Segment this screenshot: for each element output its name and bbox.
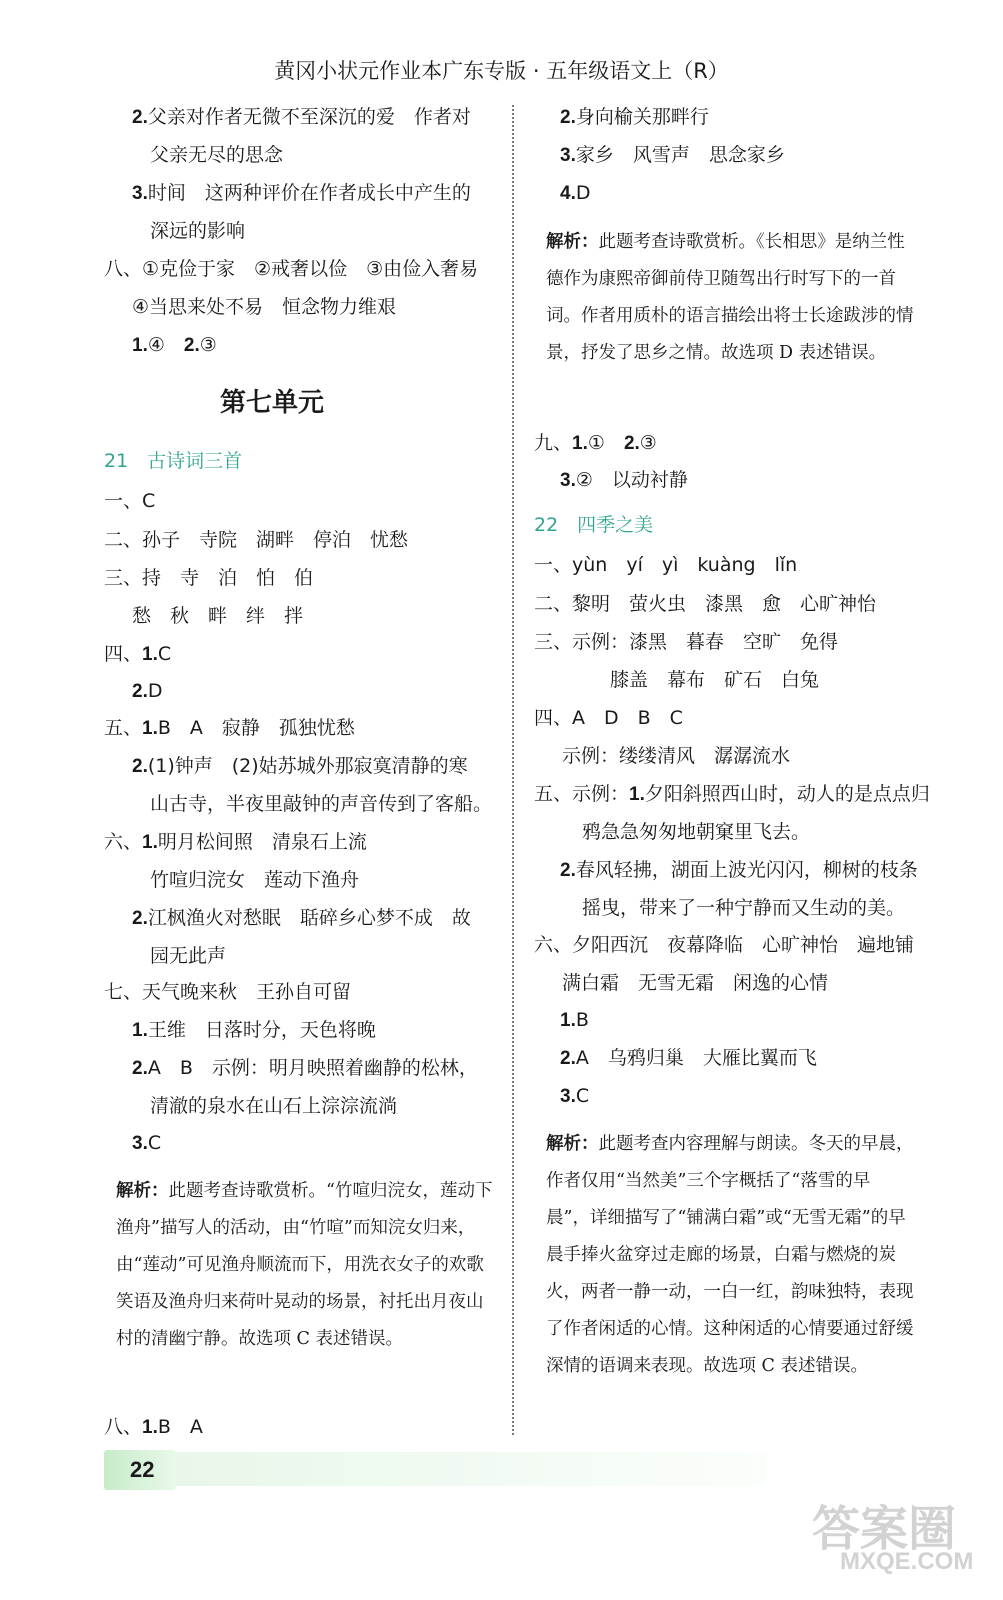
answer-line: 八、①克俭于家 ②戒奢以俭 ③由俭入奢易 — [104, 258, 479, 280]
answer-line: 2.A B 示例：明月映照着幽静的松林， — [132, 1057, 478, 1079]
answer-line: 摇曳，带来了一种宁静而又生动的美。 — [582, 897, 906, 919]
answer-line: 一、C — [104, 490, 156, 512]
answer-line: 2.D — [132, 680, 163, 702]
answer-line: ④当思来处不易 恒念物力维艰 — [132, 296, 397, 318]
answer-line: 山古寺，半夜里敲钟的声音传到了客船。 — [150, 793, 493, 815]
answer-line: 四、1.C — [104, 643, 172, 665]
page-number-badge — [104, 1450, 176, 1490]
page-number: 22 — [130, 1457, 155, 1482]
answer-line: 三、持 寺 泊 怕 伯 — [104, 567, 314, 589]
answer-line: 4.D — [560, 182, 591, 204]
answer-line: 2.父亲对作者无微不至深沉的爱 作者对 — [132, 106, 471, 128]
unit-title: 第七单元 — [220, 388, 325, 418]
answer-line: 3.时间 这两种评价在作者成长中产生的 — [132, 182, 471, 204]
answer-line: 竹喧归浣女 莲动下渔舟 — [150, 869, 360, 891]
answer-line: 3.② 以动衬静 — [560, 469, 688, 491]
answer-line: 七、天气晚来秋 王孙自可留 — [104, 981, 352, 1003]
answer-line: 3.家乡 风雪声 思念家乡 — [560, 144, 785, 166]
answer-line: 四、A D B C — [534, 707, 683, 729]
answer-line: 九、1.① 2.③ — [534, 432, 657, 454]
watermark-url: MXQE.COM — [840, 1548, 974, 1575]
answer-line: 2.(1)钟声 (2)姑苏城外那寂寞清静的寒 — [132, 755, 468, 777]
answer-line: 六、夕阳西沉 夜幕降临 心旷神怡 遍地铺 — [534, 934, 915, 956]
explanation-note: 解析：此题考查内容理解与朗读。冬天的早晨，作者仅用“当然美”三个字概括了“落雪的早晨”，详细描写了“铺满白霜”或“无雪无霜”的早晨手捧火盆穿过走廊的场景，白霜与燃烧的炭火，两者一静一动，一白一红，韵味独特，表现了作者闲适的心情。这种闲适的心情要通过舒缓深情的语调来表现。故选项 C 表述错误。 — [546, 1134, 914, 1376]
answer-line: 2.A 乌鸦归巢 大雁比翼而飞 — [560, 1047, 817, 1069]
answer-line: 五、示例：1.夕阳斜照西山时，动人的是点点归 — [534, 783, 930, 805]
answer-line: 满白霜 无雪无霜 闲逸的心情 — [562, 972, 829, 994]
answer-line: 三、示例：漆黑 暮春 空旷 免得 — [534, 631, 839, 653]
answer-line: 鸦急急匆匆地朝窠里飞去。 — [582, 821, 811, 843]
explanation-note: 解析：此题考查诗歌赏析。“竹喧归浣女，莲动下渔舟”描写人的活动，由“竹喧”而知浣女归来，由“莲动”可见渔舟顺流而下，用洗衣女子的欢歌笑语及渔舟归来荷叶晃动的场景，衬托出月夜山村的清幽宁静。故选项 C 表述错误。 — [116, 1181, 493, 1349]
section-heading: 21 古诗词三首 — [104, 450, 243, 472]
answer-line: 3.C — [560, 1085, 590, 1107]
answer-line: 二、黎明 萤火虫 漆黑 愈 心旷神怡 — [534, 593, 877, 615]
answer-line: 示例：缕缕清风 潺潺流水 — [562, 745, 791, 767]
answer-line: 膝盖 幕布 矿石 白兔 — [610, 669, 820, 691]
answer-line: 二、孙子 寺院 湖畔 停泊 忧愁 — [104, 529, 409, 551]
page-header: 黄冈小状元作业本广东专版 · 五年级语文上（R） — [274, 59, 729, 83]
answer-line: 清澈的泉水在山石上淙淙流淌 — [150, 1095, 398, 1117]
explanation-note: 解析：此题考查诗歌赏析。《长相思》是纳兰性德作为康熙帝御前侍卫随驾出行时写下的一首词。作者用质朴的语言描绘出将士长途跋涉的情景，抒发了思乡之情。故选项 D 表述错误。 — [546, 232, 914, 363]
answer-line: 1.④ 2.③ — [132, 334, 217, 356]
answer-line: 八、1.B A — [104, 1416, 203, 1438]
answer-line: 园无此声 — [150, 945, 227, 967]
answer-line: 2.身向榆关那畔行 — [560, 106, 709, 128]
answer-line: 深远的影响 — [150, 220, 246, 242]
footer-strip — [176, 1452, 766, 1486]
answer-line: 一、yùn yí yì kuàng lǐn — [534, 554, 798, 576]
column-divider — [512, 105, 514, 1435]
answer-line: 愁 秋 畔 绊 拌 — [132, 605, 304, 627]
answer-line: 六、1.明月松间照 清泉石上流 — [104, 831, 367, 853]
answer-line: 1.B — [560, 1009, 589, 1031]
answer-line: 3.C — [132, 1132, 162, 1154]
answer-line: 2.江枫渔火对愁眠 聒碎乡心梦不成 故 — [132, 907, 471, 929]
answer-line: 1.王维 日落时分，天色将晚 — [132, 1019, 376, 1041]
answer-line: 父亲无尽的思念 — [150, 144, 284, 166]
watermark-logo: 答案圈 — [812, 1501, 957, 1557]
answer-line: 五、1.B A 寂静 孤独忧愁 — [104, 717, 355, 739]
section-heading: 22 四季之美 — [534, 514, 654, 536]
answer-line: 2.春风轻拂，湖面上波光闪闪，柳树的枝条 — [560, 859, 918, 881]
